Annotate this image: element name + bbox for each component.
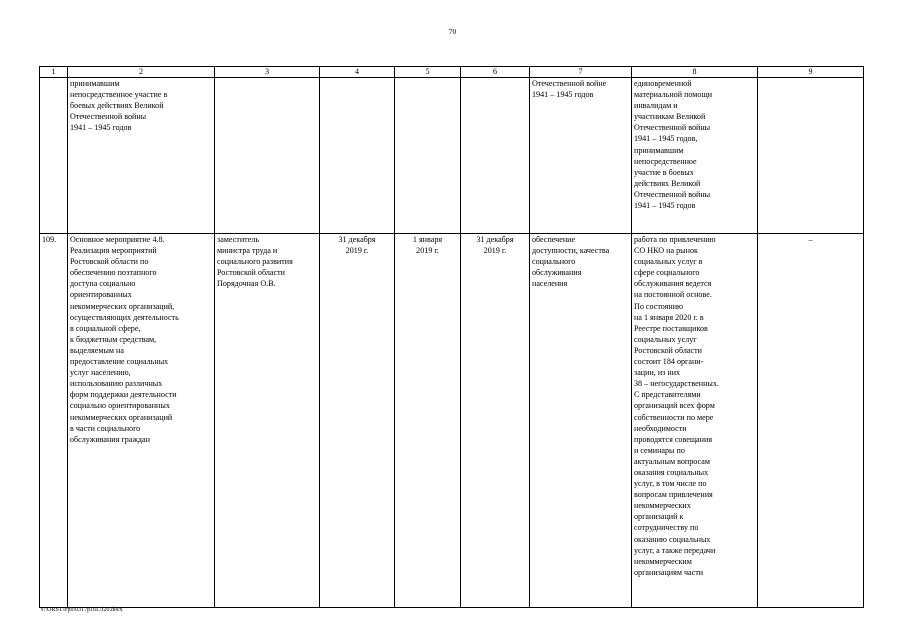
- header-cell: 8: [632, 67, 758, 78]
- responsible-cell: [215, 78, 320, 234]
- actual-result-cell: единовременной материальной помощи инвалидам и участникам Великой Отечественной войны 1941 – 1945 годов, принимавшим непосредственное участие в боевых действиях Великой Отечественной войны 1941 – 1945 годов: [632, 78, 758, 234]
- header-cell: 5: [395, 67, 461, 78]
- measure-name-cell: принимавшим непосредственное участие в боевых действиях Великой Отечественной войны 1941 – 1945 годов: [68, 78, 215, 234]
- header-cell: 6: [461, 67, 530, 78]
- measure-name-cell: Основное мероприятие 4.8. Реализация мероприятий Ростовской области по обеспечению поэтапного доступа социально ориентированных некоммерческих организаций, осуществляющих деятельность в социальной сфере, к бюджетным средствам, выделяемым на предоставление социальных услуг населению, использованию различных форм поддержки деятельности социально ориентированных некоммерческих организаций в части социального обслуживания граждан: [68, 234, 215, 608]
- end-date-cell: [461, 78, 530, 234]
- page-number: 70: [448, 27, 457, 36]
- planned-date-cell: [320, 78, 395, 234]
- measures-table: [39, 66, 864, 608]
- end-date-cell: 31 декабря 2019 г.: [461, 234, 530, 608]
- planned-date-cell: 31 декабря 2019 г.: [320, 234, 395, 608]
- notes-cell: [758, 78, 864, 234]
- responsible-cell: заместитель министра труда и социального развития Ростовской области Порядочная О.В.: [215, 234, 320, 608]
- header-cell: 3: [215, 67, 320, 78]
- table-header-row: [40, 67, 864, 78]
- header-cell: 1: [40, 67, 68, 78]
- expected-result-cell: Отечественной войне 1941 – 1945 годов: [530, 78, 632, 234]
- table-row: [40, 234, 864, 608]
- table-row: [40, 78, 864, 234]
- start-date-cell: 1 января 2019 г.: [395, 234, 461, 608]
- row-number-cell: 109.: [40, 234, 68, 608]
- row-number-cell: [40, 78, 68, 234]
- header-cell: 2: [68, 67, 215, 78]
- header-cell: 4: [320, 67, 395, 78]
- header-cell: 7: [530, 67, 632, 78]
- start-date-cell: [395, 78, 461, 234]
- expected-result-cell: обеспечение доступности, качества социального обслуживания населения: [530, 234, 632, 608]
- actual-result-cell: работа по привлечению СО НКО на рынок социальных услуг в сфере социального обслуживания ведется на постоянной основе. По состоянию на 1 января 2020 г. в Реестре поставщиков социальных услуг Ростовской области состоит 184 органи- зации, из них 38 – негосударственных. С представителями организаций всех форм собственности по мере необходимости проводятся совещания и семинары по актуальным вопросам оказания социальных услуг, в том числе по вопросам привлечения некоммерческих организаций к сотрудничеству по оказанию социальных услуг, а также передачи некоммерческим организациям части: [632, 234, 758, 608]
- header-cell: 9: [758, 67, 864, 78]
- footer-file-path: Y:\ORST\Ppo\0317p16L\f20.docx: [40, 607, 123, 613]
- notes-cell: –: [758, 234, 864, 608]
